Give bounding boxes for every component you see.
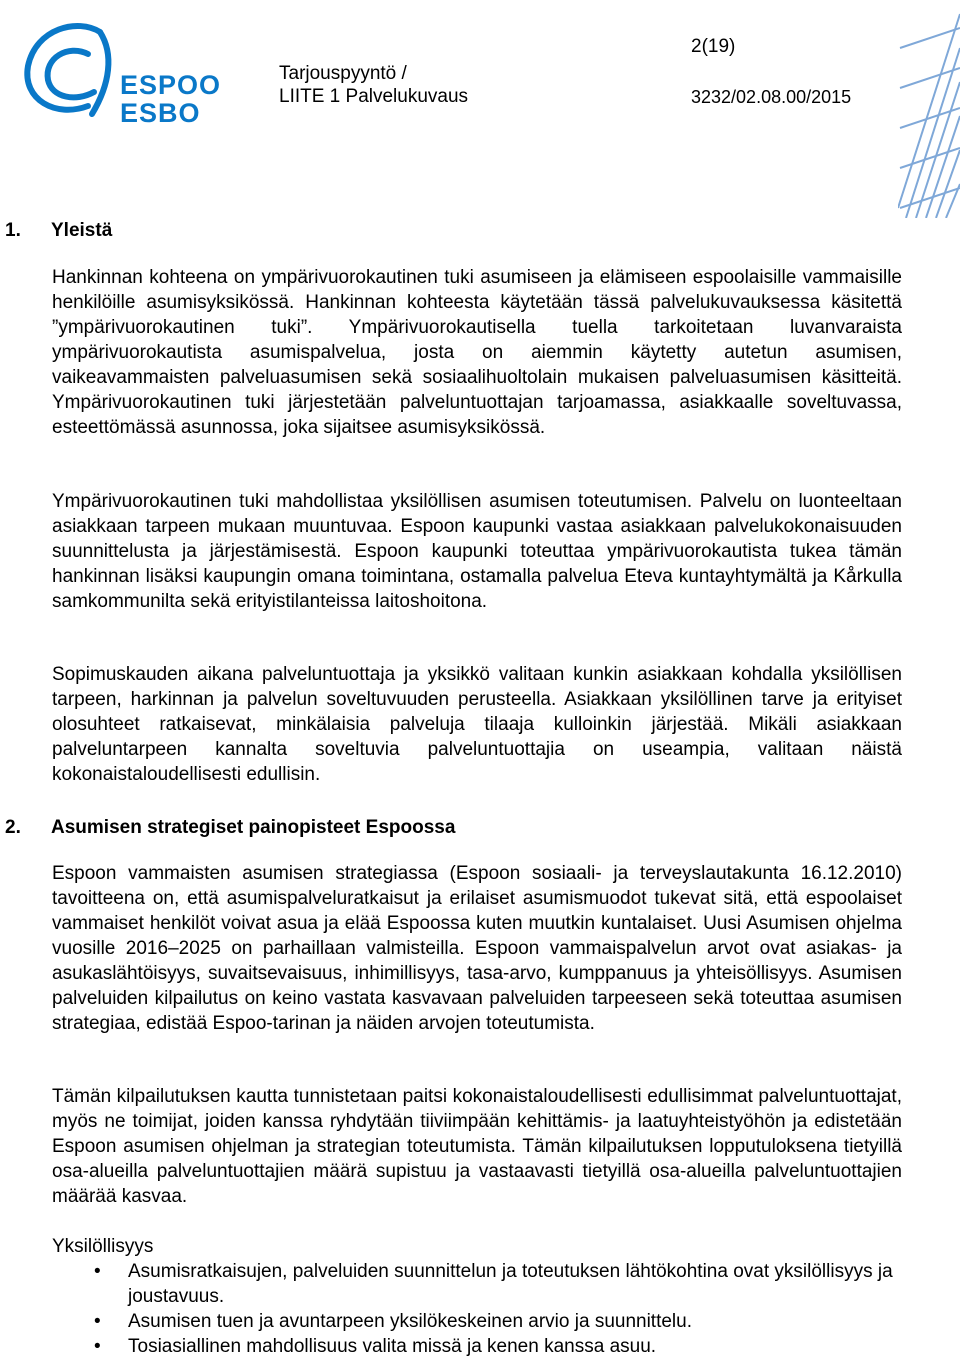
bullet-icon: • <box>94 1261 101 1282</box>
section-2-paragraph-2: Tämän kilpailutuksen kautta tunnistetaan paitsi kokonaistaloudellisesti edullisimmat palveluntuottajat, myös ne toimijat, joiden kanssa ryhdytään tiiviimpään kehittämis- ja laatuyhteistyöhön ja edistetään Espoon asumisen ohjelman ja strategian toteutumista. Tämän kilpailutuksen lopputuloksena tietyillä osa-alueilla palveluntuottajien määrä supistuu ja vastaavasti tietyillä osa-alueilla palveluntuottajien määrää kasvaa. <box>52 1086 902 1207</box>
section-1-paragraph-2: Ympärivuorokautinen tuki mahdollistaa yksilöllisen asumisen toteutumisen. Palvelu on luonteeltaan asiakkaan tarpeen mukaan muuntuvaa. Espoon kaupunki vastaa asiakkaan palvelukokonaisuuden suunnittelusta ja järjestämisestä. Espoon kaupunki toteuttaa ympärivuorokautista tukea tämän hankinnan lisäksi kaupungin omana toimintana, ostamalla palvelua Eteva kuntayhtymältä ja Kårkulla samkommunilta sekä erityistilanteissa laitoshoitona. <box>52 491 902 612</box>
bullet-icon: • <box>94 1311 101 1332</box>
bullet-icon: • <box>94 1336 101 1357</box>
list-item <box>52 1309 902 1334</box>
section-2-paragraph-1: Espoon vammaisten asumisen strategiassa (Espoon sosiaali- ja terveyslautakunta 16.12.2010) tavoitteena on, että asumispalveluratkaisut ja erilaiset asumismuodot tukevat sitä, että espoolaiset vammaiset henkilöt voivat asua ja elää Espoossa kuten muutkin kuntalaiset. Uusi Asumisen ohjelma vuosille 2016–2025 on parhaillaan valmisteilla. Espoon vammaispalvelun arvot ovat asiakas- ja asukaslähtöisyys, suvaitsevaisuus, inhimillisyys, tasa-arvo, kumppanuus ja yhteisöllisyys. Asumisen palveluiden kilpailutus on keino vastata kasvavaan palveluiden tarpeeseen sekä toteuttaa asumisen strategiaa, edistää Espoo-tarinan ja näiden arvojen toteutumista. <box>52 863 902 1034</box>
page-number: 2(19) <box>691 36 736 57</box>
logo-text-espoo: ESPOO <box>120 70 222 100</box>
section-1-paragraph-1: Hankinnan kohteena on ympärivuorokautinen tuki asumiseen ja elämiseen espoolaisille vammaisille henkilöille asumisyksikössä. Hankinnan kohteesta käytetään tässä palvelukuvauksessa käsitettä ”ympärivuorokautinen tuki”. Ympärivuorokautisella tuella tarkoitetaan luvanvaraista ympärivuorokautista asumispalvelua, josta on aiemmin käytetty autetun asumisen, vaikeavammaisten palveluasumisen sekä sosiaalihuoltolain mukaisen palveluasumisen käsitteitä. Ympärivuorokautinen tuki järjestetään palveluntuottajan tarjoamassa, asiakkaalle soveltuvassa, esteettömässä asunnossa, joka sijaitsee asumisyksikössä. <box>52 267 902 438</box>
document-number: 3232/02.08.00/2015 <box>691 87 852 107</box>
list-item-text: Asumisen tuen ja avuntarpeen yksilökeskeinen arvio ja suunnittelu. <box>128 1311 692 1332</box>
section-1-number: 1. <box>5 220 21 241</box>
section-2-title: Asumisen strategiset painopisteet Espoossa <box>51 817 456 838</box>
logo-text-esbo: ESBO <box>120 98 201 128</box>
doc-title-line1: Tarjouspyyntö / <box>279 63 407 84</box>
section-1-paragraph-3: Sopimuskauden aikana palveluntuottaja ja yksikkö valitaan kunkin asiakkaan kohdalla yksilöllisen tarpeen, harkinnan ja palvelun soveltuvuuden perusteella. Asiakkaan yksilöllinen tarve ja erityiset olosuhteet ratkaisevat, minkälaisia palveluja tilaaja kulloinkin järjestää. Mikäli asiakkaan palveluntarpeen kannalta soveltuvia palveluntuottajia on useampia, valitaan näistä kokonaistaloudellisesti edullisin. <box>52 664 902 785</box>
section-1-title: Yleistä <box>51 220 113 241</box>
doc-title-line2: LIITE 1 Palvelukuvaus <box>279 86 469 107</box>
list-item <box>52 1334 902 1359</box>
bullet-list <box>52 1259 902 1359</box>
list-item-text: Asumisratkaisujen, palveluiden suunnittelun ja toteutuksen lähtökohtina ovat yksilöllisyys ja joustavuus. <box>128 1261 893 1307</box>
decorative-pattern-icon <box>898 8 960 218</box>
logo-swirl-icon <box>18 14 118 134</box>
espoo-logo <box>18 14 222 134</box>
subheading-yksilollisyys: Yksilöllisyys <box>52 1236 154 1257</box>
list-item-text: Tosiasiallinen mahdollisuus valita missä ja kenen kanssa asuu. <box>128 1336 657 1357</box>
section-1-heading <box>5 219 112 243</box>
section-2-number: 2. <box>5 817 21 838</box>
list-item <box>52 1259 902 1309</box>
section-2-heading <box>5 816 455 840</box>
